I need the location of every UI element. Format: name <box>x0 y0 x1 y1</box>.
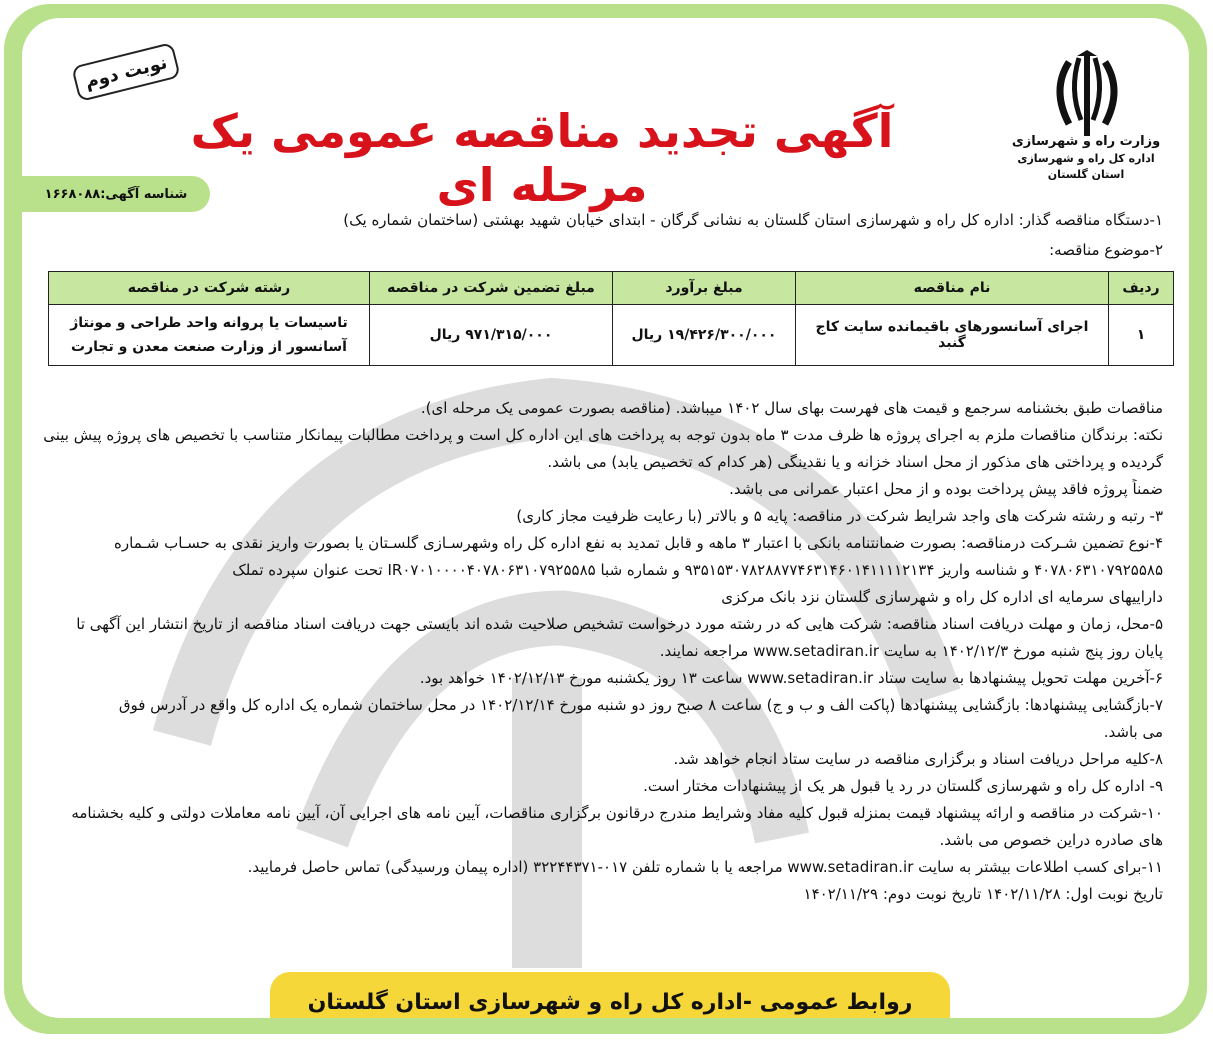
body-line-13: می باشد. <box>1103 723 1163 741</box>
body-line-1: مناقصات طبق بخشنامه سرجمع و قیمت های فهرست بهای سال ۱۴۰۲ میباشد. (مناقصه بصورت عمومی یک مرحله ای). <box>420 399 1163 417</box>
body-line-6: ۴-نوع تضمین شـرکت درمناقصه: بصورت ضمانتنامه بانکی با اعتبار ۳ ماهه و قابل تمدید به نفع اداره کل راه وشهرسـازی گلسـتان یا بصورت واریز نقدی به حسـاب شـماره <box>114 534 1163 552</box>
round-badge: نوبت دوم <box>71 42 181 102</box>
body-line-18: ۱۱-برای کسب اطلاعات بیشتر به سایت www.setadiran.ir مراجعه یا با شماره تلفن ۰۱۷-۳۲۲۴۴۳۷۱ (اداره پیمان ورسیدگی) تماس حاصل فرمایید. <box>247 858 1163 876</box>
col-header-field: رشته شرکت در مناقصه <box>49 272 370 305</box>
table-row <box>49 305 1174 366</box>
body-line-9: ۵-محل، زمان و مهلت دریافت اسناد مناقصه: شرکت هایی که در رشته مورد درخواست تشخیص صلاحیت شده اند بایستی جهت دریافت اسناد مناقصه از تاریخ انتشار این آگهی تا <box>76 615 1163 633</box>
body-line-7: ۴۰۷۸۰۶۳۱۰۷۹۲۵۵۸۵ و شناسه واریز ۹۳۵۱۵۳۰۷۸۲۸۸۷۷۴۶۳۱۴۶۰۱۴۱۱۱۱۲۱۳۴ و شماره شبا IR۰۷۰۱۰۰۰۰۴۰۷۸۰۶۳۱۰۷۹۲۵۵۸۵ تحت عنوان سپرده تملک <box>232 561 1163 579</box>
ministry-block <box>1011 134 1161 181</box>
body-line-4: ضمناً پروژه فاقد پیش پرداخت بوده و از محل اعتبار عمرانی می باشد. <box>729 480 1163 498</box>
body-line-19: تاریخ نوبت اول: ۱۴۰۲/۱۱/۲۸ تاریخ نوبت دوم: ۱۴۰۲/۱۱/۲۹ <box>803 885 1163 903</box>
body-line-10: پایان روز پنج شنبه مورخ ۱۴۰۲/۱۲/۳ به سایت www.setadiran.ir مراجعه نمایند. <box>659 642 1163 660</box>
intro-item-2: ۲-موضوع مناقصه: <box>1049 241 1163 259</box>
table-header-row <box>49 272 1174 305</box>
col-header-guarantee: مبلغ تضمین شرکت در مناقصه <box>370 272 613 305</box>
notice-id-badge: شناسه آگهی:۱۶۶۸۰۸۸ <box>22 176 210 212</box>
col-header-estimate: مبلغ برآورد <box>613 272 796 305</box>
body-line-8: داراییهای سرمایه ای اداره کل راه و شهرسازی گلستان نزد بانک مرکزی <box>721 588 1163 606</box>
page-title: آگهی تجدید مناقصه عمومی یک مرحله ای <box>190 104 894 212</box>
cell-guarantee: ۹۷۱/۳۱۵/۰۰۰ ریال <box>370 305 613 366</box>
body-line-15: ۹- اداره کل راه و شهرسازی گلستان در رد یا قبول هر یک از پیشنهادات مختار است. <box>643 777 1163 795</box>
body-line-11: ۶-آخرین مهلت تحویل پیشنهادها به سایت ستاد www.setadiran.ir ساعت ۱۳ روز یکشنبه مورخ ۱۴۰۲/۱۲/۱۳ خواهد بود. <box>419 669 1163 687</box>
province-name: استان گلستان <box>1047 168 1125 181</box>
cell-field-line-1: تاسیسات یا پروانه واحد طراحی و مونتاژ <box>70 315 348 331</box>
cell-estimate: ۱۹/۴۲۶/۳۰۰/۰۰۰ ریال <box>613 305 796 366</box>
page-frame <box>4 4 1207 1034</box>
cell-field <box>49 305 370 366</box>
department-name: اداره کل راه و شهرسازی <box>1017 152 1155 165</box>
body-line-14: ۸-کلیه مراحل دریافت اسناد و برگزاری مناقصه در سایت ستاد انجام خواهد شد. <box>673 750 1163 768</box>
col-header-name: نام مناقصه <box>796 272 1109 305</box>
notice-body <box>22 18 1189 1018</box>
body-line-16: ۱۰-شرکت در مناقصه و ارائه پیشنهاد قیمت بمنزله قبول کلیه مفاد وشرایط مندرج درقانون برگزاری مناقصات، آیین نامه های اجرایی آن، آیین نامه معاملات دولتی و کلیه بخشنامه <box>71 804 1163 822</box>
footer-banner: روابط عمومی -اداره کل راه و شهرسازی استان گلستان <box>270 972 950 1018</box>
iran-emblem-icon <box>1047 50 1127 140</box>
cell-row-number: ۱ <box>1109 305 1174 366</box>
intro-item-1: ۱-دستگاه مناقصه گذار: اداره کل راه و شهرسازی استان گلستان به نشانی گرگان - ابتدای خیابان شهید بهشتی (ساختمان شماره یک) <box>343 211 1163 229</box>
cell-name: اجرای آسانسورهای باقیمانده سایت کاج گنبد <box>796 305 1109 366</box>
col-header-row-number: ردیف <box>1109 272 1174 305</box>
ministry-name: وزارت راه و شهرسازی <box>1011 134 1161 149</box>
body-line-5: ۳- رتبه و رشته شرکت های واجد شرایط شرکت در مناقصه: پایه ۵ و بالاتر (با رعایت ظرفیت مجاز کاری) <box>516 507 1163 525</box>
body-line-2: نکته: برندگان مناقصات ملزم به اجرای پروژه ها ظرف مدت ۳ ماه بدون توجه به پرداخت های این اداره کل است و پرداخت مطالبات پیمانکار متناسب با تخصیص های پروژه پیش بینی <box>43 426 1163 444</box>
body-line-3: گردیده و پرداختی های مذکور از محل اسناد خزانه و یا نقدینگی (هر کدام که تخصیص یابد) می باشد. <box>547 453 1163 471</box>
body-line-12: ۷-بازگشایی پیشنهادها: بازگشایی پیشنهادها (پاکت الف و ب و ج) ساعت ۸ صبح روز دو شنبه مورخ ۱۴۰۲/۱۲/۱۴ در محل ساختمان شماره یک اداره کل واقع در آدرس فوق <box>118 696 1163 714</box>
body-line-17: های صادره دراین خصوص می باشد. <box>939 831 1163 849</box>
tender-table <box>48 271 1174 366</box>
cell-field-line-2: آسانسور از وزارت صنعت معدن و تجارت <box>71 339 347 355</box>
